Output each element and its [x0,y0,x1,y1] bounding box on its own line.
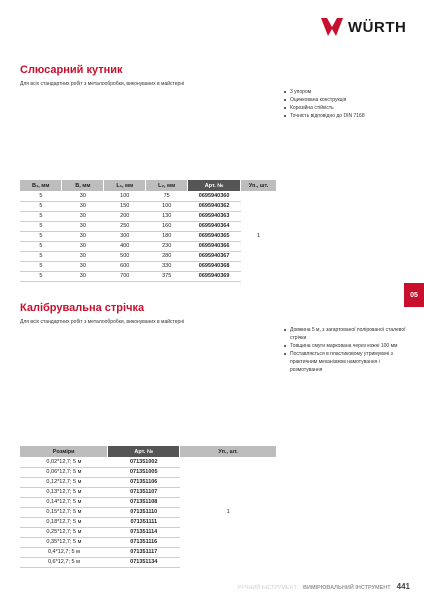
table-row [20,201,277,211]
feature-item: Точність відповідно до DIN 7168 [284,112,414,120]
wurth-logo-icon [320,16,344,38]
col-header-size: Розміри [20,446,108,457]
cell-art: 071351114 [108,527,180,537]
cell-b: 30 [62,211,104,221]
cell-b: 30 [62,251,104,261]
cell-l1: 600 [104,261,146,271]
wurth-logo [320,14,412,40]
section-title-tape: Калібрувальна стрічка [20,302,145,314]
cell-size: 0,12*12,7; 5 м [20,477,108,487]
cell-art: 071351002 [108,457,180,467]
chapter-tab: 05 [404,283,424,307]
table-row [20,457,277,467]
cell-art: 0695940362 [188,201,241,211]
cell-qty: 1 [226,509,230,515]
cell-b: 30 [62,191,104,201]
feature-list-square [284,88,414,120]
cell-l1: 500 [104,251,146,261]
col-header-art: Арт. № [188,180,241,191]
cell-l2: 130 [146,211,188,221]
cell-art: 0695940366 [188,241,241,251]
feature-item: Довжина 5 м, з загартованої полірованої сталевої стрічки [284,326,409,342]
table-row [20,271,277,281]
cell-l1: 250 [104,221,146,231]
cell-b: 30 [62,261,104,271]
table-row [20,191,277,201]
cell-l2: 375 [146,271,188,281]
cell-art: 0695940363 [188,211,241,221]
cell-l1: 150 [104,201,146,211]
col-header-l1: L₁, мм [104,180,146,191]
table-header-row [20,446,277,457]
feature-list-tape [284,326,409,374]
cell-art: 071351106 [108,477,180,487]
cell-l1: 200 [104,211,146,221]
cell-art: 071351110 [108,507,180,517]
col-header-art: Арт. № [108,446,180,457]
cell-b1: 5 [20,211,62,221]
cell-b: 30 [62,271,104,281]
cell-art: 0695940369 [188,271,241,281]
cell-art: 071351117 [108,547,180,557]
cell-b1: 5 [20,191,62,201]
table-row [20,211,277,221]
cell-l2: 75 [146,191,188,201]
cell-l1: 700 [104,271,146,281]
footer-chapter-name: ВИМІРЮВАЛЬНИЙ ІНСТРУМЕНТ [303,585,391,591]
logo-text: WÜRTH [348,18,407,36]
table-row [20,261,277,271]
cell-art: 0695940367 [188,251,241,261]
cell-b: 30 [62,221,104,231]
col-header-qty: Уп., шт. [180,446,277,457]
tape-table [20,446,277,568]
section-title-square: Слюсарний кутник [20,64,123,76]
cell-b: 30 [62,201,104,211]
table-row [20,231,277,241]
table-row [20,241,277,251]
cell-art: 071351116 [108,537,180,547]
cell-l2: 180 [146,231,188,241]
cell-size: 0,02*12,7; 5 м [20,457,108,467]
cell-b1: 5 [20,271,62,281]
feature-item: 3 упором [284,88,414,96]
cell-b1: 5 [20,251,62,261]
cell-size: 0,13*12,7; 5 м [20,487,108,497]
cell-art: 0695940368 [188,261,241,271]
cell-art: 071351107 [108,487,180,497]
col-header-b1: B₁, мм [20,180,62,191]
square-table [20,180,277,282]
col-header-l2: L₂, мм [146,180,188,191]
cell-b1: 5 [20,231,62,241]
cell-b: 30 [62,241,104,251]
cell-art: 0695940360 [188,191,241,201]
cell-l2: 230 [146,241,188,251]
cell-b1: 5 [20,261,62,271]
feature-item: Товщина смуги маркована через кожні 100 мм [284,342,409,350]
table-row [20,221,277,231]
cell-size: 0,15*12,7; 5 м [20,507,108,517]
cell-l2: 280 [146,251,188,261]
section-subtitle-square: Для всіх стандартних робіт з металообробки, виконуваних в майстерні [20,81,185,87]
cell-art: 071351134 [108,557,180,567]
footer-section-name: РУЧНИЙ ІНСТРУМЕНТ [237,585,298,591]
table-header-row [20,180,277,191]
feature-item: Оцинкована конструкція [284,96,414,104]
cell-l2: 100 [146,201,188,211]
cell-l1: 400 [104,241,146,251]
cell-qty: 1 [257,233,261,239]
cell-art: 0695940364 [188,221,241,231]
cell-l1: 300 [104,231,146,241]
cell-size: 0,4*12,7; 5 м [20,547,108,557]
cell-art: 071351111 [108,517,180,527]
cell-size: 0,6*12,7; 5 м [20,557,108,567]
cell-size: 0,14*12,7; 5 м [20,497,108,507]
table-row [20,251,277,261]
page-number: 441 [396,582,410,591]
cell-b: 30 [62,231,104,241]
cell-art: 071351005 [108,467,180,477]
feature-item: Корозійна стійкість [284,104,414,112]
cell-size: 0,18*12,7; 5 м [20,517,108,527]
col-header-qty: Уп., шт. [241,180,277,191]
feature-item: Поставляється в пластиковому утримувачі з практичним механізмом намотування і розмотування [284,350,409,374]
cell-b1: 5 [20,201,62,211]
cell-size: 0,06*12,7; 5 м [20,467,108,477]
cell-l2: 160 [146,221,188,231]
cell-b1: 5 [20,241,62,251]
cell-l1: 100 [104,191,146,201]
page-footer [238,582,410,591]
cell-size: 0,25*12,7; 5 м [20,527,108,537]
col-header-b: B, мм [62,180,104,191]
cell-art: 0695940365 [188,231,241,241]
cell-size: 0,35*12,7; 5 м [20,537,108,547]
cell-b1: 5 [20,221,62,231]
section-subtitle-tape: Для всіх стандартних робіт з металообробки, виконуваних в майстерні [20,319,185,325]
cell-l2: 330 [146,261,188,271]
cell-art: 071351108 [108,497,180,507]
